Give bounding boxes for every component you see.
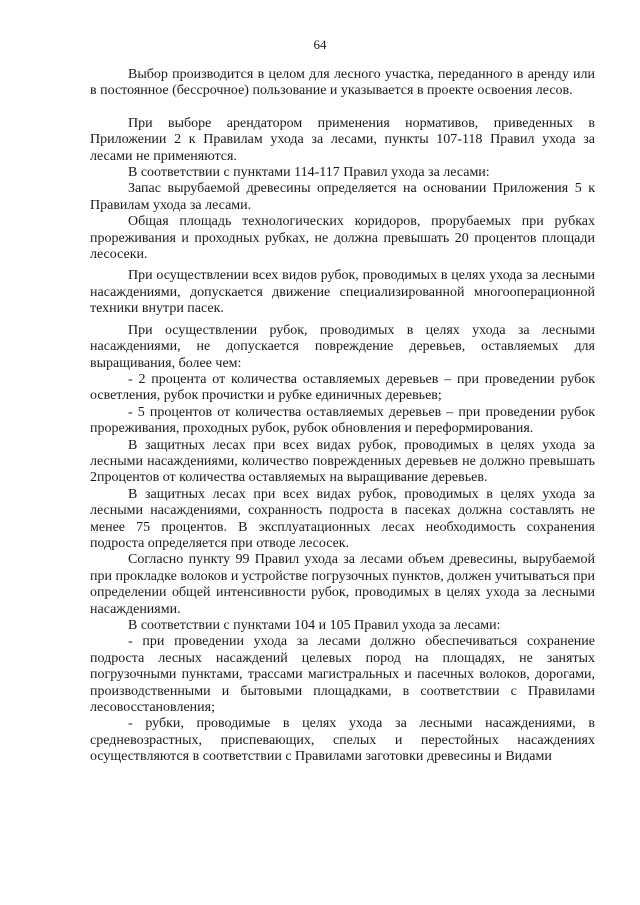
paragraph: При осуществлении всех видов рубок, проводимых в целях ухода за лесными насаждениями, допускается движение специализированной многооперационной техники внутри пасек.: [90, 268, 595, 317]
paragraph: Согласно пункту 99 Правил ухода за лесами объем древесины, вырубаемой при прокладке волоков и устройстве погрузочных пунктов, должен учитываться при определении общей интенсивности рубок, проводимых в целях ухода за лесными насаждениями.: [90, 552, 595, 617]
paragraph: Общая площадь технологических коридоров, прорубаемых при рубках прореживания и проходных рубках, не должна превышать 20 процентов площади лесосеки.: [90, 214, 595, 263]
document-body: [90, 67, 595, 766]
list-item: - 2 процента от количества оставляемых деревьев – при проведении рубок осветления, рубок прочистки и рубке единичных деревьев;: [90, 371, 595, 404]
paragraph: При выборе арендатором применения нормативов, приведенных в Приложении 2 к Правилам ухода за лесами, пункты 107-118 Правил ухода за лесами не применяются.: [90, 115, 595, 164]
paragraph: При осуществлении рубок, проводимых в целях ухода за лесными насаждениями, не допускается повреждение деревьев, оставляемых для выращивания, более чем:: [90, 322, 595, 371]
paragraph: Выбор производится в целом для лесного участка, переданного в аренду или в постоянное (бессрочное) пользование и указывается в проекте освоения лесов.: [90, 67, 595, 99]
paragraph: В соответствии с пунктами 114-117 Правил ухода за лесами:: [128, 165, 490, 181]
paragraph: В защитных лесах при всех видах рубок, проводимых в целях ухода за лесными насаждениями, количество поврежденных деревьев не должно превышать 2процентов от количества оставляемых на выращивание деревьев.: [90, 437, 595, 486]
list-item: - рубки, проводимые в целях ухода за лесными насаждениями, в средневозрастных, приспевающих, спелых и перестойных насаждениях осуществляются в соответствии с Правилами заготовки древесины и Видами: [90, 716, 595, 765]
list-item: - 5 процентов от количества оставляемых деревьев – при проведении рубок прореживания, проходных рубок, рубок обновления и переформирования.: [90, 404, 595, 437]
paragraph: В соответствии с пунктами 104 и 105 Правил ухода за лесами:: [128, 618, 501, 633]
page-number: 64: [313, 37, 327, 52]
paragraph: В защитных лесах при всех видах рубок, проводимых в целях ухода за лесными насаждениями, сохранность подроста в пасеках должна составлять не менее 75 процентов. В эксплуатационных лесах необходимость сохранения подроста определяется при отводе лесосек.: [90, 486, 595, 551]
paragraph: Запас вырубаемой древесины определяется на основании Приложения 5 к Правилам ухода за лесами.: [90, 181, 595, 213]
list-item: - при проведении ухода за лесами должно обеспечиваться сохранение подроста лесных насаждений целевых пород на площадях, не занятых погрузочными пунктами, трассами магистральных и пасечных волоков, дорогами, производственными и бытовыми площадками, в соответствии с Правилами лесовосстановления;: [90, 634, 595, 716]
